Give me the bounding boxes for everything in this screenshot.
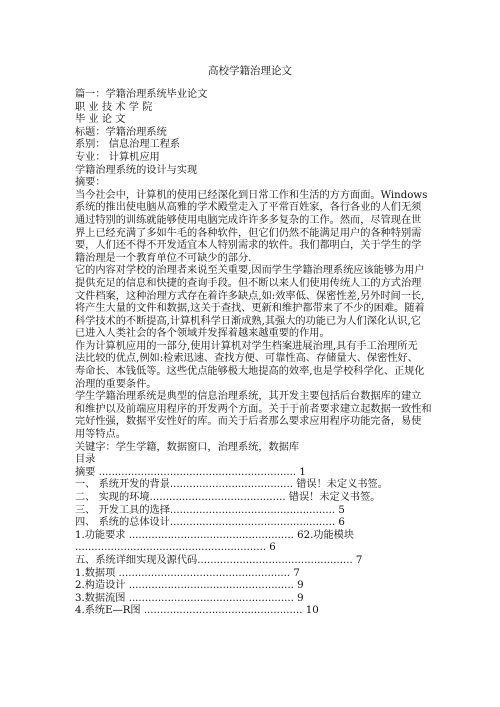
toc-entry[interactable]: 1.数据项 ..................................................... 7	[75, 567, 300, 579]
document-line: 专业： 计算机应用	[75, 151, 160, 163]
document-line: 标题：学籍治理系统	[75, 126, 167, 138]
toc-entry[interactable]: 2.构造设计 ................................................... 9	[75, 580, 304, 592]
document-line: 用等特点。	[75, 429, 126, 441]
document-line: 提供充足的信息和快捷的查询手段。但不断以来人们使用传统人工的方式治理	[75, 277, 422, 289]
document-line: 和维护以及前端应用程序的开发两个方面。关于于前者要求建立起数据一致性和	[75, 403, 432, 415]
document-line: 将产生大量的文件和数据,这关于查找、更新和维护都带来了不少的困难。随着	[75, 303, 425, 315]
document-line: 职 业 技 术 学 院	[75, 101, 153, 113]
document-line: 当今社会中，计算机的使用已经深化到日常工作和生活的方方面面。Windows	[75, 189, 428, 201]
toc-entry[interactable]: 三、 开发工具的选择................................................... 5	[75, 504, 345, 516]
document-line: 它的内容对学校的治理者来说至关重要,因而学生学籍治理系统应该能够为用户	[75, 265, 425, 277]
document-line: 界上已经充满了多如牛毛的各种软件，但它们仍然不能满足用户的各种特别需	[75, 227, 422, 239]
document-line: 完好性强，数据平安性好的库。而关于后者那么要求应用程序功能完备，易使	[75, 416, 422, 428]
toc-entry[interactable]: 四、 系统的总体设计................................................... 6	[75, 517, 345, 529]
toc-entry[interactable]: 1.功能要求 ................................................... 62.功能模块	[75, 529, 355, 541]
toc-entry[interactable]: ........................................................... 6	[75, 542, 276, 554]
document-line: 籍治理是一个教育单位不可缺少的部分.	[75, 252, 252, 264]
document-line: 科学技术的不断提高,计算机科学日渐成熟,其强大的功能已为人们深化认识,它	[75, 315, 421, 327]
document-title: 高校学籍治理论文	[208, 65, 292, 77]
document-line: 要，人们还不得不开发适宜本人特别需求的软件。我们都明白，关于学生的学	[75, 240, 422, 252]
document-line: 毕 业 论 文	[75, 114, 126, 126]
document-line: 关键字：学生学籍，数据窗口，治理系统，数据库	[75, 441, 300, 453]
document-line: 寿命长、本钱低等。这些优点能够极大地提高的效率,也是学校科学化、正规化	[75, 366, 425, 378]
document-line: 已进入人类社会的各个领域并发挥着越来越重要的作用。	[75, 328, 330, 340]
document-line: 学籍治理系统的设计与实现	[75, 164, 198, 176]
document-line: 摘要：	[75, 177, 106, 189]
document-line: 通过特别的训练就能够使用电脑完成许许多多复杂的工作。然而，尽管现在世	[75, 214, 422, 226]
document-line: 系别： 信息治理工程系	[75, 139, 181, 151]
document-line: 作为计算机应用的一部分,使用计算机对学生档案进展治理,具有手工治理所无	[75, 340, 418, 352]
toc-entry[interactable]: 二、 实现的环境.......................................... 错误！未定义书签。	[75, 492, 381, 503]
document-line: 篇一：学籍治理系统毕业论文	[75, 89, 208, 100]
document-line: 学生学籍治理系统是典型的信息治理系统，其开发主要包括后台数据库的建立	[75, 391, 422, 403]
toc-entry[interactable]: 4.系统E—R图 ................................................. 10	[75, 605, 319, 617]
document-line: 系统的推出使电脑从高雅的学术殿堂走入了平常百姓家，各行各业的人们无须	[75, 202, 422, 214]
toc-entry[interactable]: 一、 系统开发的背景...................................... 错误！未定义书签。	[75, 479, 388, 491]
document-body	[75, 89, 433, 618]
document-line: 治理的重要条件。	[75, 378, 157, 390]
toc-entry[interactable]: 五、系统详细实现及源代码................................................ 7	[75, 554, 363, 566]
document-line: 法比较的优点,例如:检索迅速、查找方便、可靠性高、存储量大、保密性好、	[75, 353, 418, 365]
document-line: 目录	[75, 454, 96, 466]
toc-entry[interactable]: 摘要 ............................................................. 1	[75, 466, 306, 478]
toc-entry[interactable]: 3.数据流图 ................................................... 9	[75, 592, 304, 604]
document-line: 文件档案，这种治理方式存在着许多缺点,如:效率低、保密性差,另外时间一长,	[75, 290, 425, 302]
